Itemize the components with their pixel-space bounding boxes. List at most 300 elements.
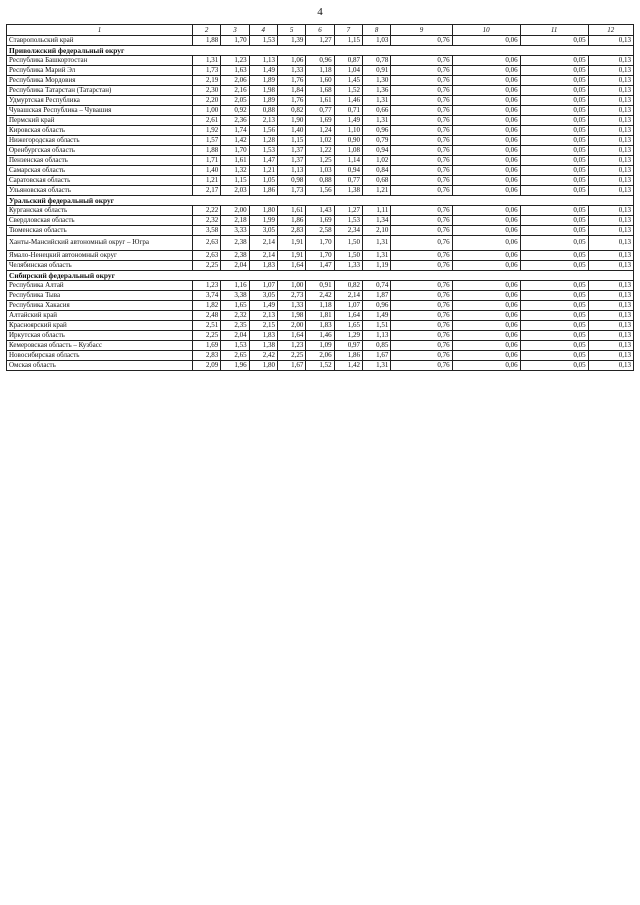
value-cell: 1,53	[221, 341, 249, 351]
column-header: 3	[221, 25, 249, 36]
table-row	[7, 86, 634, 96]
value-cell: 1,92	[192, 126, 220, 136]
value-cell: 0,13	[588, 321, 633, 331]
value-cell: 2,58	[306, 226, 334, 236]
region-name-cell: Алтайский край	[7, 311, 193, 321]
value-cell: 0,05	[520, 216, 588, 226]
value-cell: 2,03	[221, 186, 249, 196]
value-cell: 3,33	[221, 226, 249, 236]
coefficients-table-wrapper	[6, 24, 634, 371]
value-cell: 0,76	[391, 216, 452, 226]
value-cell: 1,68	[306, 86, 334, 96]
value-cell: 1,50	[334, 236, 362, 251]
table-row	[7, 136, 634, 146]
value-cell: 0,76	[391, 56, 452, 66]
value-cell: 0,06	[452, 126, 520, 136]
value-cell: 0,71	[334, 106, 362, 116]
value-cell: 1,31	[363, 361, 391, 371]
value-cell: 0,05	[520, 36, 588, 46]
value-cell: 0,05	[520, 76, 588, 86]
value-cell: 1,33	[277, 66, 305, 76]
value-cell: 1,65	[334, 321, 362, 331]
value-cell: 0,88	[306, 176, 334, 186]
district-name: Приволжский федеральный округ	[7, 46, 634, 56]
value-cell: 1,31	[192, 56, 220, 66]
value-cell: 1,89	[249, 96, 277, 106]
table-row	[7, 206, 634, 216]
value-cell: 1,76	[277, 96, 305, 106]
value-cell: 1,49	[249, 66, 277, 76]
value-cell: 0,76	[391, 146, 452, 156]
table-row	[7, 351, 634, 361]
value-cell: 1,15	[221, 176, 249, 186]
value-cell: 0,05	[520, 301, 588, 311]
value-cell: 1,27	[306, 36, 334, 46]
table-body	[7, 36, 634, 371]
region-name-cell: Ставропольский край	[7, 36, 193, 46]
value-cell: 1,80	[249, 361, 277, 371]
region-name-cell: Оренбургская область	[7, 146, 193, 156]
value-cell: 1,69	[306, 116, 334, 126]
value-cell: 0,06	[452, 361, 520, 371]
value-cell: 0,13	[588, 331, 633, 341]
value-cell: 1,60	[306, 76, 334, 86]
value-cell: 0,05	[520, 176, 588, 186]
value-cell: 1,84	[277, 86, 305, 96]
value-cell: 1,07	[334, 301, 362, 311]
value-cell: 2,63	[192, 251, 220, 261]
column-number-header-row	[7, 25, 634, 36]
value-cell: 0,96	[363, 126, 391, 136]
table-row	[7, 226, 634, 236]
value-cell: 0,13	[588, 166, 633, 176]
value-cell: 0,76	[391, 251, 452, 261]
value-cell: 3,05	[249, 226, 277, 236]
value-cell: 1,70	[306, 251, 334, 261]
value-cell: 0,05	[520, 351, 588, 361]
value-cell: 1,40	[277, 126, 305, 136]
region-name-cell: Чувашская Республика – Чувашия	[7, 106, 193, 116]
value-cell: 0,96	[363, 301, 391, 311]
value-cell: 2,73	[277, 291, 305, 301]
value-cell: 2,38	[221, 251, 249, 261]
value-cell: 0,98	[277, 176, 305, 186]
value-cell: 2,17	[192, 186, 220, 196]
value-cell: 0,06	[452, 251, 520, 261]
value-cell: 0,05	[520, 116, 588, 126]
value-cell: 1,09	[306, 341, 334, 351]
value-cell: 1,32	[221, 166, 249, 176]
value-cell: 0,76	[391, 206, 452, 216]
district-name: Сибирский федеральный округ	[7, 271, 634, 281]
value-cell: 0,13	[588, 116, 633, 126]
table-row	[7, 36, 634, 46]
value-cell: 1,49	[249, 301, 277, 311]
value-cell: 1,28	[249, 136, 277, 146]
region-name-cell: Республика Хакасия	[7, 301, 193, 311]
value-cell: 1,70	[221, 146, 249, 156]
table-row	[7, 96, 634, 106]
value-cell: 0,05	[520, 261, 588, 271]
value-cell: 0,85	[363, 341, 391, 351]
value-cell: 1,10	[334, 126, 362, 136]
value-cell: 0,76	[391, 311, 452, 321]
value-cell: 1,42	[221, 136, 249, 146]
value-cell: 0,06	[452, 36, 520, 46]
value-cell: 0,76	[391, 126, 452, 136]
value-cell: 1,34	[363, 216, 391, 226]
value-cell: 1,18	[306, 66, 334, 76]
value-cell: 0,66	[363, 106, 391, 116]
value-cell: 0,68	[363, 176, 391, 186]
region-name-cell: Кемеровская область – Кузбасс	[7, 341, 193, 351]
column-header: 7	[334, 25, 362, 36]
value-cell: 0,06	[452, 116, 520, 126]
table-row	[7, 361, 634, 371]
value-cell: 0,76	[391, 96, 452, 106]
value-cell: 2,35	[221, 321, 249, 331]
table-row	[7, 216, 634, 226]
value-cell: 1,31	[363, 236, 391, 251]
table-row	[7, 176, 634, 186]
value-cell: 2,83	[192, 351, 220, 361]
value-cell: 1,49	[363, 311, 391, 321]
value-cell: 0,05	[520, 226, 588, 236]
value-cell: 1,27	[334, 206, 362, 216]
value-cell: 3,05	[249, 291, 277, 301]
region-name-cell: Республика Марий Эл	[7, 66, 193, 76]
value-cell: 0,13	[588, 361, 633, 371]
value-cell: 2,63	[192, 236, 220, 251]
value-cell: 1,23	[277, 341, 305, 351]
table-row	[7, 166, 634, 176]
value-cell: 0,13	[588, 261, 633, 271]
table-row	[7, 311, 634, 321]
value-cell: 0,76	[391, 136, 452, 146]
value-cell: 2,15	[249, 321, 277, 331]
table-row	[7, 331, 634, 341]
value-cell: 0,13	[588, 146, 633, 156]
value-cell: 1,46	[306, 331, 334, 341]
column-header: 1	[7, 25, 193, 36]
value-cell: 2,16	[221, 86, 249, 96]
value-cell: 2,22	[192, 206, 220, 216]
value-cell: 0,76	[391, 351, 452, 361]
value-cell: 1,69	[306, 216, 334, 226]
region-name-cell: Иркутская область	[7, 331, 193, 341]
value-cell: 1,53	[249, 36, 277, 46]
value-cell: 1,86	[277, 216, 305, 226]
value-cell: 2,06	[306, 351, 334, 361]
value-cell: 1,87	[363, 291, 391, 301]
region-name-cell: Республика Тыва	[7, 291, 193, 301]
table-row	[7, 76, 634, 86]
value-cell: 0,13	[588, 126, 633, 136]
table-row	[7, 261, 634, 271]
value-cell: 3,58	[192, 226, 220, 236]
value-cell: 0,05	[520, 186, 588, 196]
value-cell: 0,06	[452, 166, 520, 176]
value-cell: 0,13	[588, 136, 633, 146]
value-cell: 1,43	[306, 206, 334, 216]
column-header: 6	[306, 25, 334, 36]
region-name-cell: Удмуртская Республика	[7, 96, 193, 106]
value-cell: 1,89	[249, 76, 277, 86]
table-row	[7, 66, 634, 76]
table-row	[7, 186, 634, 196]
value-cell: 3,74	[192, 291, 220, 301]
value-cell: 1,64	[334, 311, 362, 321]
value-cell: 0,05	[520, 96, 588, 106]
value-cell: 0,82	[277, 106, 305, 116]
value-cell: 0,06	[452, 86, 520, 96]
value-cell: 0,05	[520, 321, 588, 331]
value-cell: 1,22	[306, 146, 334, 156]
value-cell: 0,13	[588, 236, 633, 251]
value-cell: 0,05	[520, 136, 588, 146]
value-cell: 0,94	[363, 146, 391, 156]
value-cell: 1,83	[249, 331, 277, 341]
value-cell: 1,29	[334, 331, 362, 341]
value-cell: 1,06	[277, 56, 305, 66]
region-name-cell: Республика Алтай	[7, 281, 193, 291]
value-cell: 1,37	[277, 146, 305, 156]
value-cell: 2,38	[221, 236, 249, 251]
value-cell: 0,76	[391, 341, 452, 351]
value-cell: 0,06	[452, 291, 520, 301]
region-name-cell: Пермский край	[7, 116, 193, 126]
region-name-cell: Ульяновская область	[7, 186, 193, 196]
value-cell: 0,76	[391, 321, 452, 331]
value-cell: 0,06	[452, 351, 520, 361]
region-name-cell: Курганская область	[7, 206, 193, 216]
value-cell: 1,45	[334, 76, 362, 86]
value-cell: 0,06	[452, 226, 520, 236]
value-cell: 1,25	[306, 156, 334, 166]
region-name-cell: Ханты-Мансийский автономный округ – Югра	[7, 236, 193, 251]
value-cell: 0,13	[588, 281, 633, 291]
region-name-cell: Нижегородская область	[7, 136, 193, 146]
value-cell: 0,77	[334, 176, 362, 186]
value-cell: 0,06	[452, 301, 520, 311]
table-row	[7, 116, 634, 126]
value-cell: 1,65	[221, 301, 249, 311]
region-name-cell: Пензенская область	[7, 156, 193, 166]
value-cell: 1,46	[334, 96, 362, 106]
value-cell: 0,76	[391, 226, 452, 236]
value-cell: 1,64	[277, 331, 305, 341]
value-cell: 0,76	[391, 361, 452, 371]
value-cell: 1,37	[277, 156, 305, 166]
value-cell: 0,06	[452, 341, 520, 351]
region-name-cell: Кировская область	[7, 126, 193, 136]
value-cell: 2,25	[192, 261, 220, 271]
value-cell: 1,42	[334, 361, 362, 371]
value-cell: 2,14	[249, 236, 277, 251]
value-cell: 1,49	[334, 116, 362, 126]
value-cell: 1,51	[363, 321, 391, 331]
value-cell: 1,04	[334, 66, 362, 76]
value-cell: 1,74	[221, 126, 249, 136]
value-cell: 1,03	[363, 36, 391, 46]
value-cell: 1,13	[363, 331, 391, 341]
value-cell: 2,13	[249, 116, 277, 126]
value-cell: 0,13	[588, 301, 633, 311]
value-cell: 2,34	[334, 226, 362, 236]
value-cell: 2,09	[192, 361, 220, 371]
value-cell: 1,16	[221, 281, 249, 291]
value-cell: 1,31	[363, 251, 391, 261]
value-cell: 1,83	[306, 321, 334, 331]
value-cell: 2,32	[192, 216, 220, 226]
table-row	[7, 251, 634, 261]
value-cell: 1,00	[277, 281, 305, 291]
value-cell: 0,76	[391, 166, 452, 176]
value-cell: 0,06	[452, 136, 520, 146]
table-row	[7, 301, 634, 311]
value-cell: 1,88	[192, 36, 220, 46]
value-cell: 0,13	[588, 66, 633, 76]
value-cell: 2,19	[192, 76, 220, 86]
value-cell: 0,13	[588, 226, 633, 236]
value-cell: 0,77	[306, 106, 334, 116]
value-cell: 2,25	[192, 331, 220, 341]
value-cell: 1,86	[334, 351, 362, 361]
value-cell: 0,76	[391, 106, 452, 116]
value-cell: 0,05	[520, 126, 588, 136]
value-cell: 1,52	[306, 361, 334, 371]
district-header-row	[7, 196, 634, 206]
table-row	[7, 146, 634, 156]
value-cell: 1,13	[277, 166, 305, 176]
region-name-cell: Ямало-Ненецкий автономный округ	[7, 251, 193, 261]
value-cell: 0,06	[452, 186, 520, 196]
value-cell: 1,91	[277, 251, 305, 261]
value-cell: 2,14	[249, 251, 277, 261]
value-cell: 0,76	[391, 156, 452, 166]
value-cell: 0,76	[391, 86, 452, 96]
region-name-cell: Республика Татарстан (Татарстан)	[7, 86, 193, 96]
value-cell: 2,51	[192, 321, 220, 331]
value-cell: 0,13	[588, 176, 633, 186]
column-header: 2	[192, 25, 220, 36]
value-cell: 0,76	[391, 176, 452, 186]
value-cell: 1,73	[192, 66, 220, 76]
value-cell: 1,33	[334, 261, 362, 271]
table-row	[7, 321, 634, 331]
value-cell: 1,61	[277, 206, 305, 216]
value-cell: 0,94	[334, 166, 362, 176]
value-cell: 1,14	[334, 156, 362, 166]
value-cell: 1,30	[363, 76, 391, 86]
value-cell: 0,13	[588, 186, 633, 196]
table-row	[7, 281, 634, 291]
table-row	[7, 156, 634, 166]
value-cell: 0,13	[588, 216, 633, 226]
region-name-cell: Красноярский край	[7, 321, 193, 331]
column-header: 4	[249, 25, 277, 36]
value-cell: 0,76	[391, 261, 452, 271]
value-cell: 0,05	[520, 56, 588, 66]
region-name-cell: Самарская область	[7, 166, 193, 176]
value-cell: 0,05	[520, 86, 588, 96]
value-cell: 1,56	[249, 126, 277, 136]
value-cell: 1,61	[306, 96, 334, 106]
value-cell: 0,06	[452, 156, 520, 166]
value-cell: 2,42	[249, 351, 277, 361]
value-cell: 1,00	[192, 106, 220, 116]
value-cell: 1,18	[306, 301, 334, 311]
value-cell: 1,39	[277, 36, 305, 46]
value-cell: 1,19	[363, 261, 391, 271]
value-cell: 0,05	[520, 281, 588, 291]
value-cell: 1,53	[249, 146, 277, 156]
value-cell: 2,36	[221, 116, 249, 126]
column-header: 5	[277, 25, 305, 36]
value-cell: 0,76	[391, 116, 452, 126]
value-cell: 0,96	[306, 56, 334, 66]
region-name-cell: Тюменская область	[7, 226, 193, 236]
value-cell: 0,06	[452, 96, 520, 106]
value-cell: 0,90	[334, 136, 362, 146]
value-cell: 0,76	[391, 281, 452, 291]
value-cell: 1,31	[363, 96, 391, 106]
value-cell: 2,83	[277, 226, 305, 236]
value-cell: 0,13	[588, 351, 633, 361]
value-cell: 0,13	[588, 86, 633, 96]
value-cell: 0,06	[452, 321, 520, 331]
value-cell: 0,97	[334, 341, 362, 351]
value-cell: 1,88	[192, 146, 220, 156]
value-cell: 2,32	[221, 311, 249, 321]
value-cell: 1,76	[277, 76, 305, 86]
value-cell: 1,56	[306, 186, 334, 196]
value-cell: 2,10	[363, 226, 391, 236]
region-name-cell: Свердловская область	[7, 216, 193, 226]
value-cell: 0,88	[249, 106, 277, 116]
value-cell: 1,05	[249, 176, 277, 186]
value-cell: 0,05	[520, 146, 588, 156]
value-cell: 2,42	[306, 291, 334, 301]
region-name-cell: Омская область	[7, 361, 193, 371]
table-row	[7, 236, 634, 251]
value-cell: 2,04	[221, 261, 249, 271]
value-cell: 0,06	[452, 216, 520, 226]
value-cell: 0,05	[520, 166, 588, 176]
value-cell: 0,05	[520, 361, 588, 371]
value-cell: 1,31	[363, 116, 391, 126]
region-name-cell: Челябинская область	[7, 261, 193, 271]
value-cell: 0,76	[391, 236, 452, 251]
value-cell: 1,63	[221, 66, 249, 76]
value-cell: 1,81	[306, 311, 334, 321]
value-cell: 0,79	[363, 136, 391, 146]
value-cell: 2,00	[277, 321, 305, 331]
value-cell: 0,06	[452, 281, 520, 291]
value-cell: 0,06	[452, 206, 520, 216]
value-cell: 2,13	[249, 311, 277, 321]
value-cell: 0,76	[391, 331, 452, 341]
value-cell: 0,76	[391, 76, 452, 86]
value-cell: 1,02	[306, 136, 334, 146]
value-cell: 1,98	[249, 86, 277, 96]
value-cell: 1,90	[277, 116, 305, 126]
value-cell: 0,82	[334, 281, 362, 291]
value-cell: 0,06	[452, 311, 520, 321]
value-cell: 0,91	[306, 281, 334, 291]
value-cell: 0,87	[334, 56, 362, 66]
value-cell: 1,83	[249, 261, 277, 271]
